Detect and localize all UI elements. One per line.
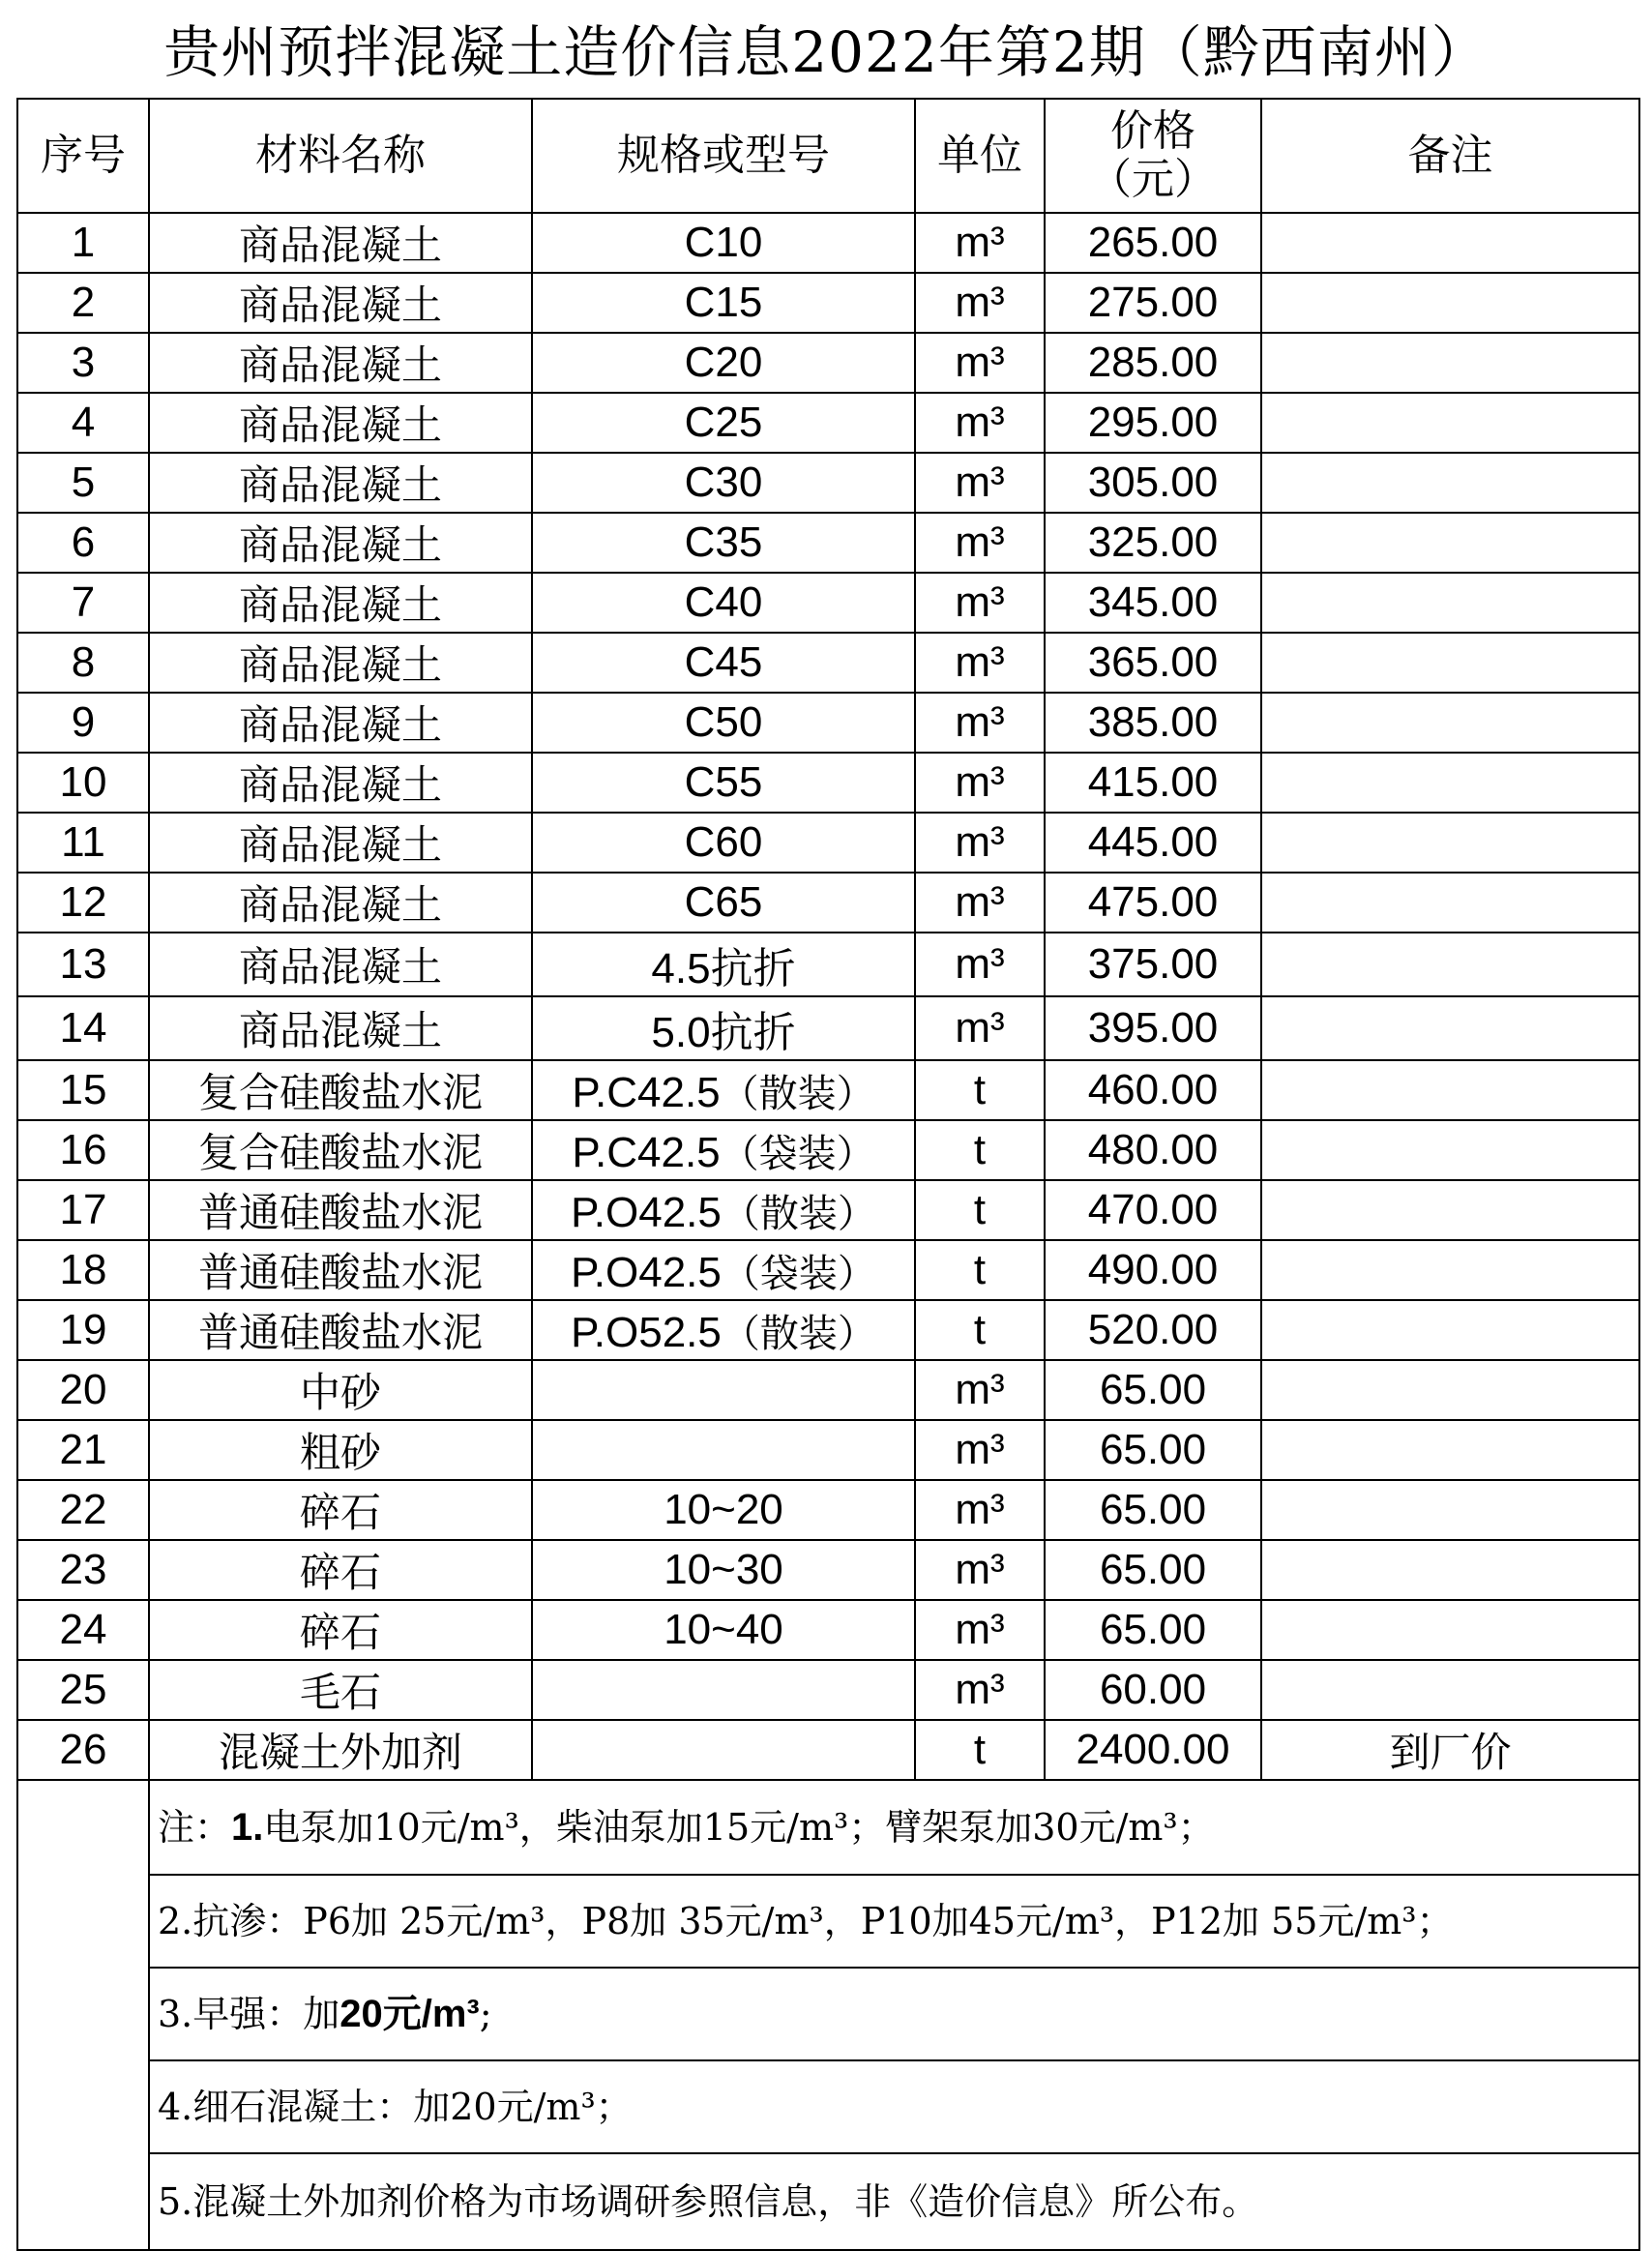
cell-seq: 11 xyxy=(17,813,149,873)
cell-seq: 19 xyxy=(17,1300,149,1360)
cell-spec-main: P.C42.5 xyxy=(572,1068,721,1116)
cell-spec xyxy=(532,1420,915,1480)
cell-seq: 26 xyxy=(17,1720,149,1780)
table-row xyxy=(17,1600,1639,1660)
table-row xyxy=(17,1060,1639,1120)
cell-name: 商品混凝土 xyxy=(149,633,532,693)
cell-remark xyxy=(1261,1480,1639,1540)
cell-unit: m³ xyxy=(915,933,1045,996)
cell-unit: m³ xyxy=(915,1600,1045,1660)
cell-seq: 13 xyxy=(17,933,149,996)
note-row xyxy=(17,2060,1639,2153)
cell-unit: m³ xyxy=(915,213,1045,273)
cell-price: 65.00 xyxy=(1045,1360,1261,1420)
table-row xyxy=(17,1540,1639,1600)
table-row xyxy=(17,1300,1639,1360)
cell-seq: 24 xyxy=(17,1600,149,1660)
table-row xyxy=(17,633,1639,693)
cell-spec-main: P.O42.5 xyxy=(571,1188,722,1236)
cell-spec xyxy=(532,1720,915,1780)
cell-price: 490.00 xyxy=(1045,1240,1261,1300)
cell-name: 商品混凝土 xyxy=(149,996,532,1060)
cell-unit: m³ xyxy=(915,996,1045,1060)
cell-price: 325.00 xyxy=(1045,513,1261,573)
cell-spec-main: 5.0抗折 xyxy=(651,1009,796,1056)
cell-price: 520.00 xyxy=(1045,1300,1261,1360)
cell-spec xyxy=(532,573,915,633)
table-header-row xyxy=(17,99,1639,213)
cell-remark xyxy=(1261,573,1639,633)
cell-remark xyxy=(1261,1240,1639,1300)
cell-price: 60.00 xyxy=(1045,1660,1261,1720)
cell-name: 普通硅酸盐水泥 xyxy=(149,1180,532,1240)
cell-remark xyxy=(1261,933,1639,996)
cell-price: 65.00 xyxy=(1045,1540,1261,1600)
header-unit: 单位 xyxy=(915,99,1045,213)
header-name: 材料名称 xyxy=(149,99,532,213)
cell-spec-main: C65 xyxy=(684,878,763,926)
cell-seq: 25 xyxy=(17,1660,149,1720)
cell-seq: 9 xyxy=(17,693,149,753)
cell-price: 415.00 xyxy=(1045,753,1261,813)
note-row xyxy=(17,1875,1639,1968)
table-row xyxy=(17,333,1639,393)
cell-unit: t xyxy=(915,1120,1045,1180)
cell-name: 商品混凝土 xyxy=(149,333,532,393)
cell-unit: m³ xyxy=(915,693,1045,753)
cell-seq: 18 xyxy=(17,1240,149,1300)
cell-spec xyxy=(532,1540,915,1600)
cell-spec xyxy=(532,813,915,873)
table-row xyxy=(17,213,1639,273)
cell-unit: m³ xyxy=(915,1420,1045,1480)
table-row xyxy=(17,813,1639,873)
cell-price: 305.00 xyxy=(1045,453,1261,513)
note-body: 4.细石混凝土：加20元/m³； xyxy=(158,2086,633,2128)
cell-spec-paren: （袋装） xyxy=(721,1251,876,1296)
cell-unit: m³ xyxy=(915,573,1045,633)
note-text xyxy=(149,2060,1639,2153)
cell-spec-main: 10~20 xyxy=(664,1486,783,1533)
cell-name: 粗砂 xyxy=(149,1420,532,1480)
cell-seq: 21 xyxy=(17,1420,149,1480)
note-row xyxy=(17,1968,1639,2060)
note-bold: 20元/m³ xyxy=(339,1993,480,2035)
cell-price: 395.00 xyxy=(1045,996,1261,1060)
cell-price: 480.00 xyxy=(1045,1120,1261,1180)
cell-remark xyxy=(1261,753,1639,813)
cell-spec xyxy=(532,393,915,453)
cell-seq: 16 xyxy=(17,1120,149,1180)
cell-name: 商品混凝土 xyxy=(149,573,532,633)
cell-seq: 23 xyxy=(17,1540,149,1600)
table-row xyxy=(17,1180,1639,1240)
cell-remark xyxy=(1261,1660,1639,1720)
cell-spec xyxy=(532,1600,915,1660)
note-body: ; xyxy=(479,1993,492,2035)
cell-name: 商品混凝土 xyxy=(149,213,532,273)
table-row xyxy=(17,1660,1639,1720)
cell-unit: m³ xyxy=(915,753,1045,813)
cell-spec-main: 10~30 xyxy=(664,1546,783,1593)
cell-price: 65.00 xyxy=(1045,1420,1261,1480)
cell-spec-main: C20 xyxy=(684,339,763,386)
table-row xyxy=(17,1240,1639,1300)
table-row xyxy=(17,273,1639,333)
cell-remark xyxy=(1261,1180,1639,1240)
cell-spec xyxy=(532,1240,915,1300)
cell-unit: m³ xyxy=(915,873,1045,933)
cell-price: 385.00 xyxy=(1045,693,1261,753)
notes-left-spacer xyxy=(17,1780,149,2250)
cell-name: 碎石 xyxy=(149,1600,532,1660)
cell-name: 混凝土外加剂 xyxy=(149,1720,532,1780)
cell-spec-main: C25 xyxy=(684,399,763,446)
cell-price: 295.00 xyxy=(1045,393,1261,453)
table-body xyxy=(17,213,1639,1780)
cell-spec xyxy=(532,873,915,933)
table-row xyxy=(17,693,1639,753)
notes-body xyxy=(17,1780,1639,2250)
cell-seq: 15 xyxy=(17,1060,149,1120)
note-body: 5.混凝土外加剂价格为市场调研参照信息，非《造价信息》所公布。 xyxy=(158,2180,1259,2223)
cell-unit: t xyxy=(915,1300,1045,1360)
cell-seq: 12 xyxy=(17,873,149,933)
cell-seq: 10 xyxy=(17,753,149,813)
note-text xyxy=(149,1968,1639,2060)
cell-remark xyxy=(1261,693,1639,753)
table-row xyxy=(17,513,1639,573)
cell-remark xyxy=(1261,813,1639,873)
cell-price: 470.00 xyxy=(1045,1180,1261,1240)
cell-name: 普通硅酸盐水泥 xyxy=(149,1240,532,1300)
cell-price: 65.00 xyxy=(1045,1600,1261,1660)
cell-price: 265.00 xyxy=(1045,213,1261,273)
cell-spec xyxy=(532,453,915,513)
cell-unit: t xyxy=(915,1240,1045,1300)
cell-spec xyxy=(532,633,915,693)
cell-unit: m³ xyxy=(915,813,1045,873)
cell-unit: m³ xyxy=(915,1360,1045,1420)
cell-spec-main: 4.5抗折 xyxy=(651,945,796,992)
cell-name: 毛石 xyxy=(149,1660,532,1720)
cell-remark xyxy=(1261,1420,1639,1480)
cell-price: 275.00 xyxy=(1045,273,1261,333)
cell-name: 复合硅酸盐水泥 xyxy=(149,1060,532,1120)
cell-spec xyxy=(532,996,915,1060)
cell-spec-main: C55 xyxy=(684,758,763,806)
note-row xyxy=(17,2153,1639,2250)
cell-spec-main: P.C42.5 xyxy=(572,1128,721,1176)
cell-seq: 22 xyxy=(17,1480,149,1540)
table-row xyxy=(17,1120,1639,1180)
cell-spec-main: P.O42.5 xyxy=(571,1248,722,1296)
table-row xyxy=(17,1480,1639,1540)
cell-unit: m³ xyxy=(915,633,1045,693)
cell-spec xyxy=(532,693,915,753)
cell-price: 285.00 xyxy=(1045,333,1261,393)
cell-remark xyxy=(1261,513,1639,573)
cell-spec-main: C15 xyxy=(684,279,763,326)
cell-price: 375.00 xyxy=(1045,933,1261,996)
table-row xyxy=(17,1420,1639,1480)
cell-price: 445.00 xyxy=(1045,813,1261,873)
cell-spec-paren: （散装） xyxy=(720,1071,875,1116)
cell-spec xyxy=(532,1120,915,1180)
cell-name: 中砂 xyxy=(149,1360,532,1420)
cell-spec-paren: （散装） xyxy=(721,1311,876,1356)
note-text xyxy=(149,1780,1639,1875)
header-price-line2: （元） xyxy=(1089,155,1217,204)
cell-spec xyxy=(532,1480,915,1540)
note-row xyxy=(17,1780,1639,1875)
cell-remark xyxy=(1261,873,1639,933)
cell-spec xyxy=(532,753,915,813)
cell-unit: t xyxy=(915,1060,1045,1120)
cell-spec-main: C50 xyxy=(684,698,763,746)
cell-name: 商品混凝土 xyxy=(149,813,532,873)
cell-remark xyxy=(1261,1120,1639,1180)
cell-remark xyxy=(1261,1060,1639,1120)
cell-spec-main: C10 xyxy=(684,219,763,266)
cell-spec-paren: （袋装） xyxy=(720,1131,875,1176)
cell-unit: t xyxy=(915,1180,1045,1240)
cell-name: 商品混凝土 xyxy=(149,753,532,813)
cell-remark xyxy=(1261,273,1639,333)
cell-remark xyxy=(1261,996,1639,1060)
cell-spec-main: C45 xyxy=(684,638,763,686)
cell-unit: t xyxy=(915,1720,1045,1780)
cell-spec xyxy=(532,1300,915,1360)
cell-price: 65.00 xyxy=(1045,1480,1261,1540)
header-spec: 规格或型号 xyxy=(532,99,915,213)
page-title: 贵州预拌混凝土造价信息2022年第2期（黔西南州） xyxy=(163,19,1489,85)
note-text xyxy=(149,2153,1639,2250)
cell-unit: m³ xyxy=(915,273,1045,333)
cell-name: 商品混凝土 xyxy=(149,273,532,333)
cell-name: 商品混凝土 xyxy=(149,873,532,933)
cell-seq: 2 xyxy=(17,273,149,333)
table-row xyxy=(17,873,1639,933)
cell-unit: m³ xyxy=(915,453,1045,513)
cell-seq: 1 xyxy=(17,213,149,273)
cell-price: 460.00 xyxy=(1045,1060,1261,1120)
table-row xyxy=(17,996,1639,1060)
note-body: 电泵加10元/m³，柴油泵加15元/m³；臂架泵加30元/m³； xyxy=(263,1806,1215,1849)
cell-name: 复合硅酸盐水泥 xyxy=(149,1120,532,1180)
cell-spec xyxy=(532,1360,915,1420)
cell-spec xyxy=(532,513,915,573)
cell-spec-main: C35 xyxy=(684,518,763,566)
cell-name: 碎石 xyxy=(149,1480,532,1540)
note-text xyxy=(149,1875,1639,1968)
note-body: 2.抗渗：P6加 25元/m³，P8加 35元/m³，P10加45元/m³，P12加 55元/m³； xyxy=(158,1900,1454,1942)
cell-seq: 5 xyxy=(17,453,149,513)
cell-seq: 8 xyxy=(17,633,149,693)
header-price xyxy=(1045,99,1261,213)
cell-price: 475.00 xyxy=(1045,873,1261,933)
cell-spec xyxy=(532,1660,915,1720)
cell-seq: 6 xyxy=(17,513,149,573)
table-row xyxy=(17,1360,1639,1420)
cell-spec xyxy=(532,1180,915,1240)
cell-name: 商品混凝土 xyxy=(149,393,532,453)
cell-spec xyxy=(532,333,915,393)
table-row xyxy=(17,453,1639,513)
cell-spec xyxy=(532,1060,915,1120)
cell-unit: m³ xyxy=(915,513,1045,573)
cell-name: 普通硅酸盐水泥 xyxy=(149,1300,532,1360)
header-price-line1: 价格 xyxy=(1110,106,1195,156)
cell-seq: 3 xyxy=(17,333,149,393)
table-row xyxy=(17,573,1639,633)
cell-unit: m³ xyxy=(915,333,1045,393)
cell-remark: 到厂价 xyxy=(1261,1720,1639,1780)
cell-spec-main: 10~40 xyxy=(664,1606,783,1653)
cell-price: 365.00 xyxy=(1045,633,1261,693)
cell-unit: m³ xyxy=(915,393,1045,453)
cell-price: 345.00 xyxy=(1045,573,1261,633)
cell-remark xyxy=(1261,393,1639,453)
cell-spec-main: P.O52.5 xyxy=(571,1308,722,1356)
cell-seq: 7 xyxy=(17,573,149,633)
cell-seq: 20 xyxy=(17,1360,149,1420)
cell-seq: 17 xyxy=(17,1180,149,1240)
cell-name: 商品混凝土 xyxy=(149,513,532,573)
cell-remark xyxy=(1261,633,1639,693)
note-bold: 1. xyxy=(231,1806,264,1849)
cell-spec-main: C40 xyxy=(684,578,763,626)
header-remark: 备注 xyxy=(1261,99,1639,213)
cell-name: 商品混凝土 xyxy=(149,933,532,996)
table-row xyxy=(17,753,1639,813)
cell-remark xyxy=(1261,1360,1639,1420)
note-prefix: 3.早强：加 xyxy=(158,1993,340,2035)
cell-spec xyxy=(532,273,915,333)
cell-remark xyxy=(1261,1600,1639,1660)
cell-unit: m³ xyxy=(915,1540,1045,1600)
cell-seq: 4 xyxy=(17,393,149,453)
table-row xyxy=(17,933,1639,996)
cell-remark xyxy=(1261,453,1639,513)
cell-name: 碎石 xyxy=(149,1540,532,1600)
cell-spec-main: C30 xyxy=(684,459,763,506)
cell-unit: m³ xyxy=(915,1660,1045,1720)
cell-spec xyxy=(532,933,915,996)
cell-price: 2400.00 xyxy=(1045,1720,1261,1780)
cell-spec-paren: （散装） xyxy=(721,1191,876,1236)
cell-name: 商品混凝土 xyxy=(149,693,532,753)
cell-remark xyxy=(1261,333,1639,393)
cell-spec xyxy=(532,213,915,273)
cell-remark xyxy=(1261,1300,1639,1360)
cell-unit: m³ xyxy=(915,1480,1045,1540)
note-prefix: 注： xyxy=(158,1806,232,1849)
cell-seq: 14 xyxy=(17,996,149,1060)
header-seq: 序号 xyxy=(17,99,149,213)
cell-name: 商品混凝土 xyxy=(149,453,532,513)
table-row xyxy=(17,393,1639,453)
cell-remark xyxy=(1261,1540,1639,1600)
price-table xyxy=(16,98,1640,2251)
cell-spec-main: C60 xyxy=(684,818,763,866)
table-row xyxy=(17,1720,1639,1780)
cell-remark xyxy=(1261,213,1639,273)
